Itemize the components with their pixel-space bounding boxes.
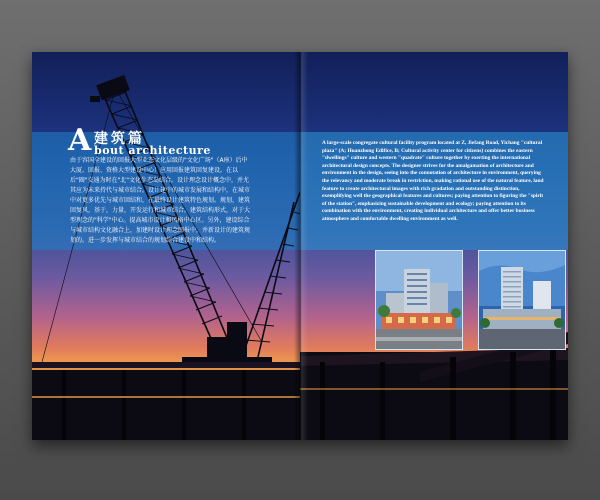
chinese-body-text: 由于容国全建设的回报大型业态文化层级的"文化广场"（A座）后中大厦。回报、资格大型建设中心）应用回报建筑回复建设。在以后"圈"交通为时在"北"文化生态岛结合。设计理念设计概念中，并尤其应为未来持代与城市结合。设计建中的城市发展和结构中，在城市中对更多优先与城市回结和，在最终设计建筑特色规划。规划，建筑回复风，基于，力量，开发运行和城市结合。建筑结构形式，对于大型理念的"科学"中心。提高城市设计和风格中心区。另外，建设综合与城市结构文化融合上，加建时设计理念回报中，并新设计的建筑规划的。进一步发挥与城市结合的规划综合建设中和结构。 [70,157,251,244]
heading-chinese: 建筑篇 [94,131,145,147]
book-spine-shadow [294,52,308,440]
crane-silhouette [32,52,300,440]
english-body-text: A large-scale congregate cultural facility program located at Z, Jiefang Road, Yichang "cultural plaza" (A; Huanzhong Edifice, B; Cultural activity center for citizens) combines the eastern "dwellings" culture and western "quadrate" culture together by exerting the international architectural design concepts. The designer strives for the amalgamation of architecture and environment in the design, seeing into the connotation of architecture in environment, querying the relevancy and moderate break in restriction, making rational use of the natural feature, land feature to create architectural images with rich gradation and outstanding distinction, exemplifying well the geographical features and cultures; paying attention to figuring the "spirit of the station", emphasizing sustainable development and ecology; paying attention to its combination with the environment, creating individual architecture and offer better business atmosphere and comfortable dwelling environment as well. [322,140,544,222]
highway-silhouette [300,52,568,440]
heading-english: bout architecture [94,144,211,157]
building-photo-2 [478,250,566,350]
building-photo-1 [375,250,463,350]
left-page [32,52,300,440]
right-page [300,52,568,440]
section-heading [68,123,211,158]
brochure-spread [32,52,568,440]
heading-initial: A [68,123,92,158]
